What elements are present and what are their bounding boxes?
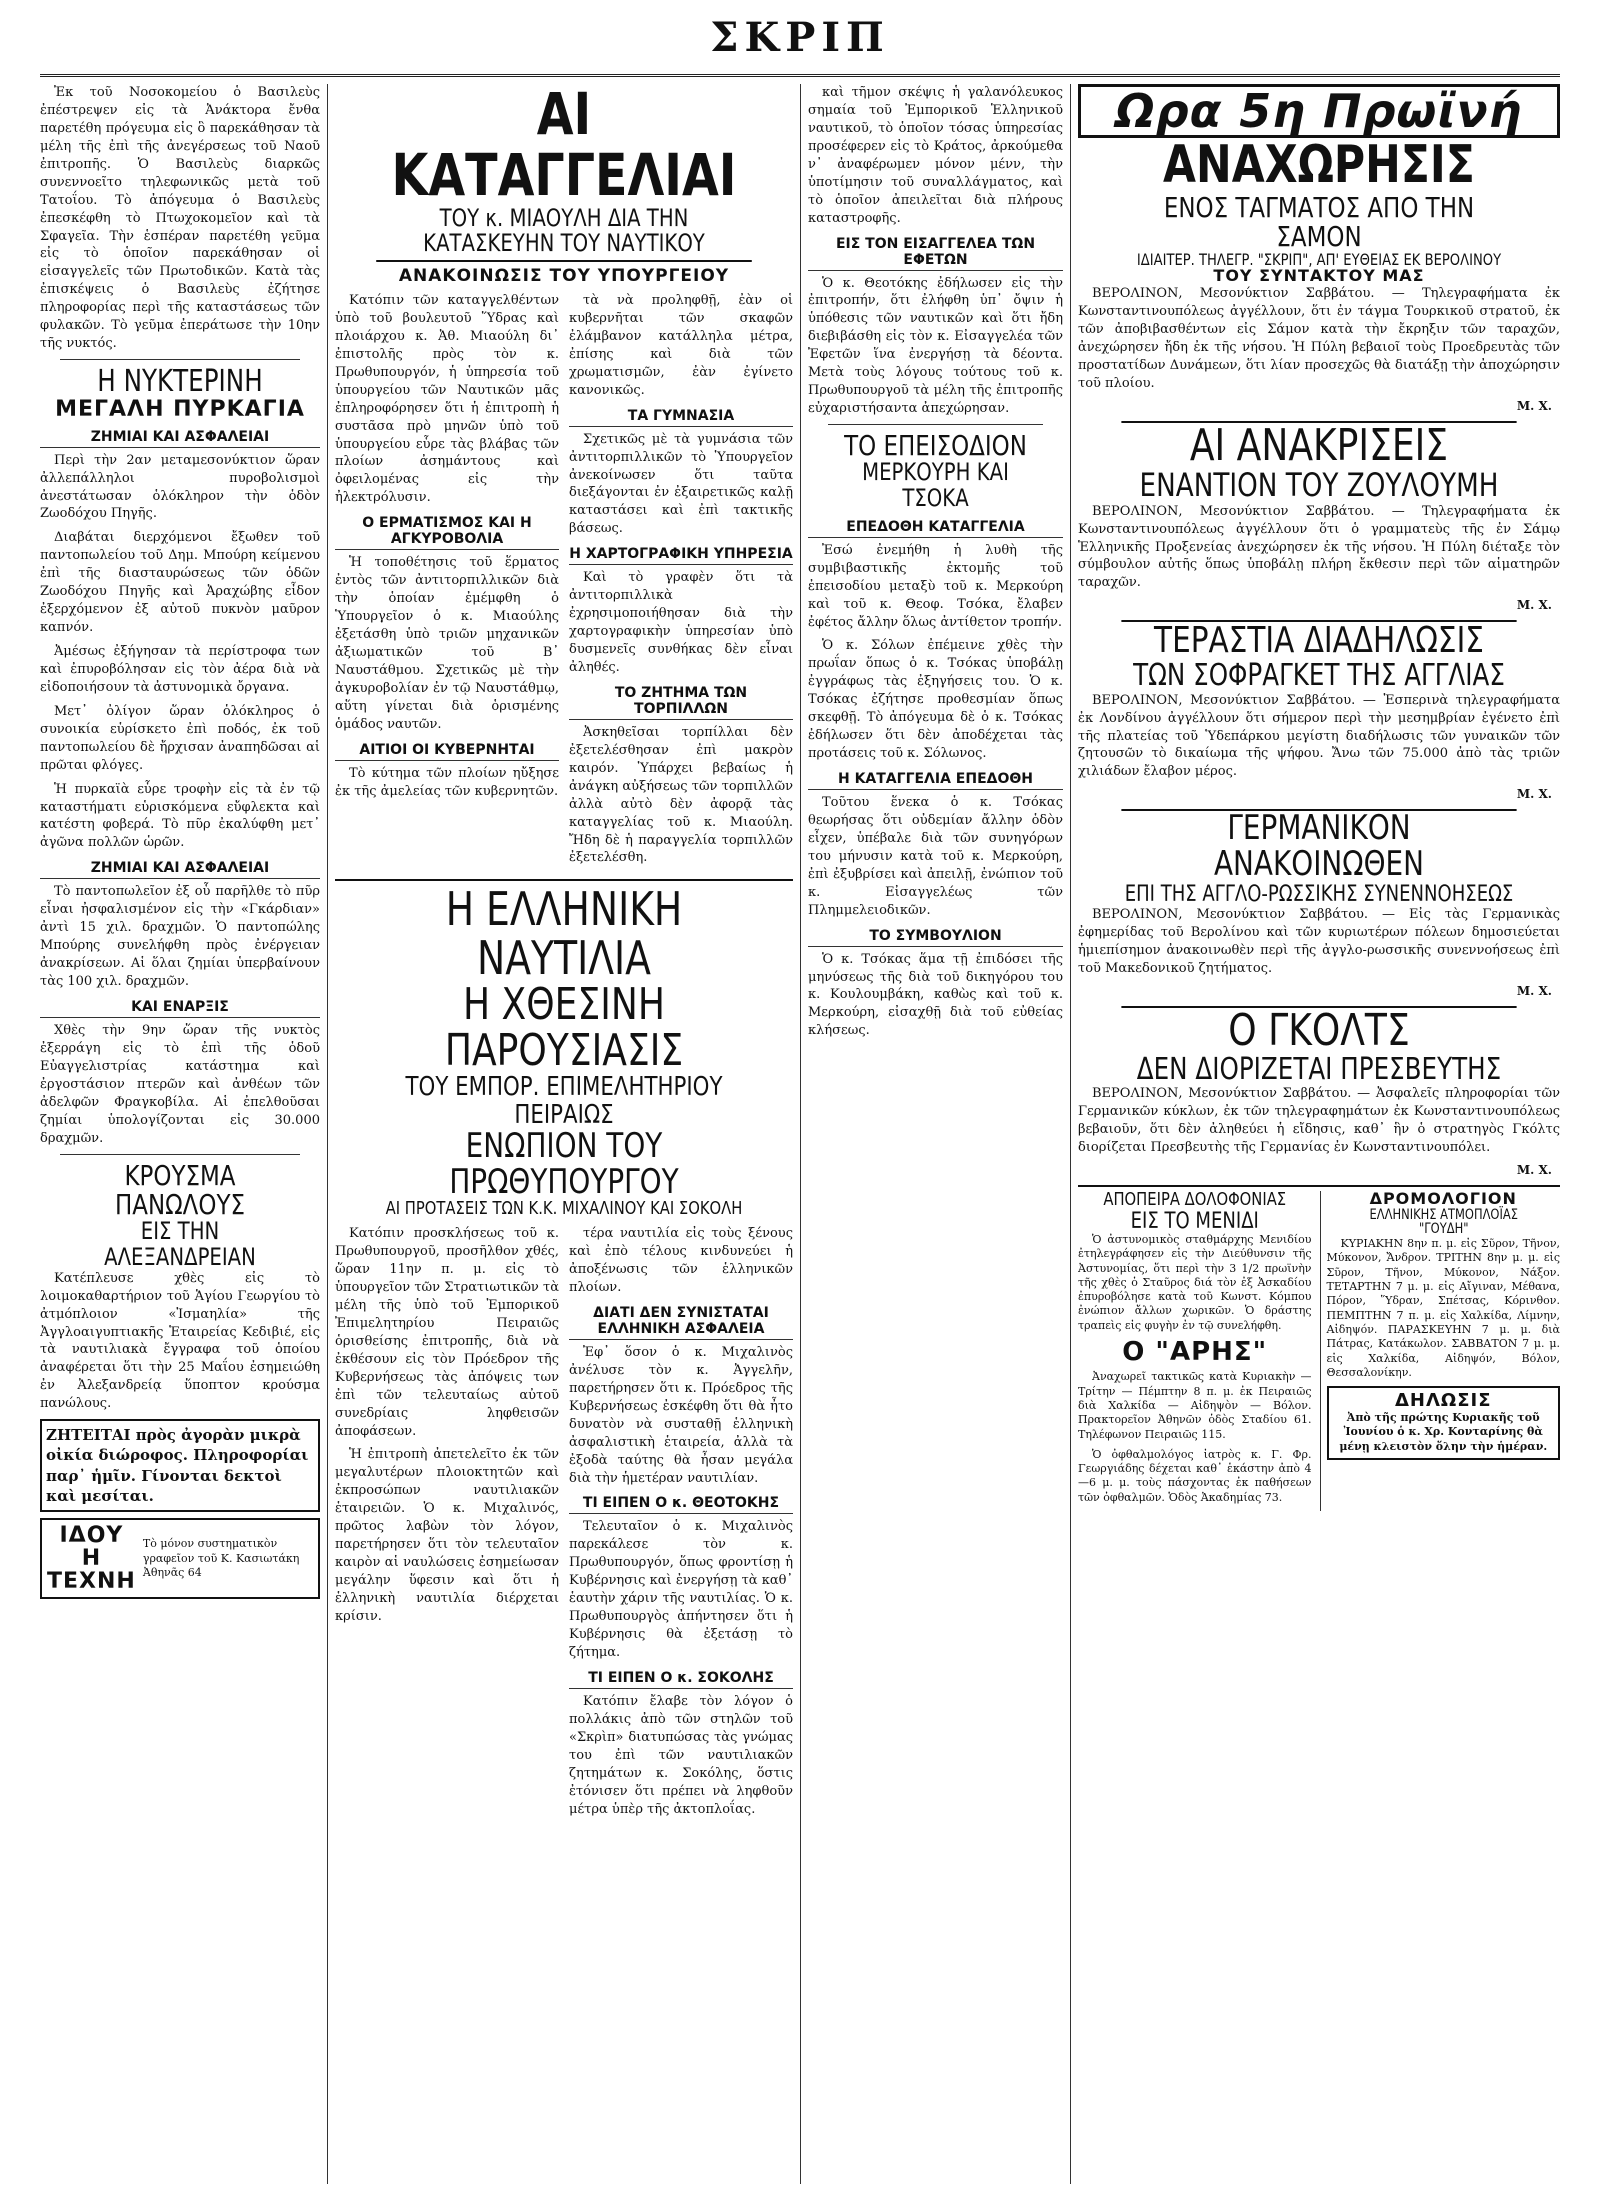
incident-title: ΤΟ ΕΠΕΙΣΟΔΙΟΝ: [844, 429, 1027, 462]
fire-paragraph: Διαβάται διερχόμενοι ἔξωθεν τοῦ παντοπωλείου τοῦ Δημ. Μπούρη κείμενου ἐπὶ τῆς διασταυρώσεως τῶν ὁδῶν Ζωοδόχου Πηγῆς καὶ Ἀραχώβης εἶδον ἐξερχόμενον ἐξ αὐτοῦ πυκνὸν μαῦρον καπνόν.: [40, 530, 320, 636]
ad-techni: [40, 1518, 320, 1599]
shipping-title-2: Η ΧΘΕΣΙΝΗ ΠΑΡΟΥΣΙΑΣΙΣ: [444, 978, 684, 1077]
article-paragraph: Τοῦτου ἕνεκα ὁ κ. Τσόκας θεωρήσας ὅτι οὐδεμίαν ἄλλην ὁδὸν εἶχεν, ὑπέβαλε διὰ τῶν συνηγόρων του μήνυσιν κατὰ τοῦ κ. Μερκούρη, ἐπὶ ἐξυβρίσει καὶ ἀπειλῇ, ἐνώπιον τοῦ κ. Εἰσαγγελέως τῶν Πλημμελειοδικῶν.: [808, 795, 1063, 918]
article-paragraph: Ἡ τοποθέτησις τοῦ ἕρματος ἐντὸς τῶν ἀντιτορπιλλικῶν διὰ τὴν ὁποίαν ἐμέμφθη ὁ Ὑπουργεῖον ὁ κ. Μιαούλης ἐξετάσθη ὑπὸ τριῶν μηχανικῶν ἀξιωματικῶν τοῦ Β᾽ Ναυστάθμου. Σχετικῶς μὲ τὴν ἀγκυροβολίαν ἐν τῷ Ναυστάθμῳ, αὕτη γίνεται διὰ ὁρισμένης ὁμάδος ναυτῶν.: [335, 555, 559, 732]
plague-subtitle: ΕΙΣ ΤΗΝ ΑΛΕΞΑΝΔΡΕΙΑΝ: [104, 1217, 256, 1271]
shipping-body: [335, 1225, 793, 1824]
column-rule: [800, 84, 801, 2184]
goltz-subtitle: ΔΕΝ ΔΙΟΡΙΖΕΤΑΙ ΠΡΕΣΒΕΥΤΗΣ: [1136, 1051, 1502, 1087]
section-heading: ΑΙΤΙΟΙ ΟΙ ΚΥΒΕΡΝΗΤΑΙ: [335, 742, 559, 761]
classifieds: [1078, 1185, 1560, 1511]
shipping-article: [335, 879, 793, 1824]
ministry-announcement: ΑΝΑΚΟΙΝΩΣΙΣ ΤΟΥ ΥΠΟΥΡΓΕΙΟΥ: [398, 266, 730, 287]
incident-subtitle: ΜΕΡΚΟΥΡΗ ΚΑΙ ΤΣΟΚΑ: [862, 458, 1009, 512]
ad-wanted-text: ΖΗΤΕΙΤΑΙ πρὸς ἀγορὰν μικρὰ οἰκία διώροφος. Πληροφορίαι παρ᾽ ἡμῖν. Γίνονται δεκτοὶ καὶ μεσίται.: [46, 1426, 309, 1505]
declaration-box: [1327, 1386, 1561, 1460]
article-paragraph: Ἐσώ ἐνεμήθη ἡ λυθὴ τῆς συμβιβαστικῆς ἐκτομῆς τοῦ ἐπεισοδίου μεταξὺ τοῦ κ. Μερκούρη καὶ τοῦ κ. Θεοφ. Τσόκα, ἔλαβεν ἐφέτος ἄλλην ὅλως ἀντίθετον τροπήν.: [808, 542, 1063, 630]
article-paragraph: Ἐφ᾽ ὅσον ὁ κ. Μιχαλινὸς ἀνέλυσε τὸν κ. Ἀγγελῆν, παρετήρησεν ὅτι κ. Πρόεδρος τῆς Κυβερνήσεως ἐσκέφθη ὅτι θὰ ἦτο δυνατὸν νὰ συσταθῇ ἑλληνικὴ ἀσφαλιστικὴ ἑταιρεία, ἀλλὰ τὰ ἐξοδὰ ταύτης θὰ ἦσαν μεγάλα διὰ τὴν ἡμετέραν ναυτιλίαν.: [569, 1344, 793, 1486]
article-paragraph: Ὁ κ. Θεοτόκης ἐδήλωσεν εἰς τὴν ἐπιτροπήν, ὅτι ἐλήφθη ὑπ᾽ ὄψιν ἡ ὑπόθεσις τῶν ναυτικῶν καὶ ὅτι ἤδη διεβιβάσθη εἰς τὸν κ. Εἰσαγγελέα τῶν Ἐφετῶν ἵνα ἐνεργήσῃ τὰ δέοντα. Μετὰ τοὺς λόγους τούτους τοῦ κ. Πρωθυπουργοῦ τὰ μέλη τῆς ἐπιτροπῆς εὐχαριστήσαντα ἀπεχώρησαν.: [808, 275, 1063, 417]
signature: Μ. Χ.: [1516, 1163, 1552, 1177]
denunciations-col-a: [335, 292, 559, 873]
article-paragraph: ΒΕΡΟΛΙΝΟΝ, Μεσονύκτιον Σαββάτου. — Τηλεγραφήματα ἐκ Κωνσταντινουπόλεως ἀγγέλλουν ὅτι ὁ γραμματεὺς τῆς ἐν Σάμῳ Ἑλληνικῆς Προξενείας ἀνεχώρησεν ἐκ τῆς νήσου. Ἡ Πύλη διέταξε τὸν σύμβουλον αὐτῆς ὅπως ὑποβάλῃ πλήρη ἔκθεσιν περὶ τῶν αἱματηρῶν ταραχῶν.: [1078, 503, 1560, 591]
article-paragraph: τὰ νὰ προληφθῇ, ἐὰν οἱ κυβερνῆται τῶν σκαφῶν ἐλάμβανον κατάλληλα μέτρα, ἐπίσης καὶ διὰ τῶν χρωματισμῶν, ἐὰν ἐγίνετο κανονικῶς.: [569, 293, 793, 398]
attempt-title: ΑΠΟΠΕΙΡΑ ΔΟΛΟΦΟΝΙΑΣ: [1103, 1189, 1287, 1210]
damages-heading: ΖΗΜΙΑΙ ΚΑΙ ΑΣΦΑΛΕΙΑΙ: [40, 860, 320, 879]
section-heading: ΤΟ ΖΗΤΗΜΑ ΤΩΝ ΤΟΡΠΙΛΛΩΝ: [569, 685, 793, 720]
shipping-title-4: ΕΝΩΠΙΟΝ ΤΟΥ ΠΡΩΘΥΠΟΥΡΓΟΥ: [449, 1125, 679, 1202]
attempt-subtitle: ΕΙΣ ΤΟ ΜΕΝΙΔΙ: [1130, 1208, 1259, 1234]
plague-text: Κατέπλευσε χθὲς εἰς τὸ λοιμοκαθαρτήριον τοῦ Ἁγίου Γεωργίου τὸ ἀτμόπλοιον «Ἰσμαηλία» τῆς Ἀγγλοαιγυπτιακῆς Ἑταιρείας Κεδιβιέ, εἰς τὰ ναυτιλιακὰ ἔγγραφα τοῦ ὁποίου ἀναφέρεται ὅτι τὴν 25 Μαΐου ἐσημειώθη ἐν Ἀλεξανδρείᾳ ὕποπτον κρούσμα πανώλους.: [40, 1270, 320, 1412]
article-paragraph: Σχετικῶς μὲ τὰ γυμνάσια τῶν ἀντιτορπιλλικῶν τὸ Ὑπουργεῖον ἀνεκοίνωσεν ὅτι ταῦτα διεξάγονται ἐν ἐξαιρετικῶς καλῇ καταστάσει καὶ ἐπὶ τακτικῆς βάσεως.: [569, 431, 793, 537]
section-heading: ΤΑ ΓΥΜΝΑΣΙΑ: [569, 408, 793, 427]
hour-heading: Ωρα 5η Πρωϊνή: [1078, 84, 1560, 138]
fire-paragraph: Ἡ πυρκαϊὰ εὗρε τροφὴν εἰς τὰ ἐν τῷ καταστήματι εὑρισκόμενα εὔφλεκτα καὶ κατέστη φοβερά. Τὸ πῦρ ἐκαλύφθη μετ᾽ ἀγῶνα πολλῶν ὡρῶν.: [40, 781, 320, 851]
ad-techni-text: Τὸ μόνον συστηματικὸν γραφεῖον τοῦ Κ. Κασιωτάκη Ἀθηνᾶς 64: [142, 1537, 300, 1579]
declaration-text: Ἀπὸ τῆς πρώτης Κυριακῆς τοῦ Ἰουνίου ὁ κ. Χρ. Κονταρίνης θὰ μένῃ κλειστὸν ὅλην τὴν ἡμέραν.: [1339, 1411, 1548, 1453]
article-paragraph: Ὁ κ. Σόλων ἐπέμεινε χθὲς τὴν πρωΐαν ὅπως ὁ κ. Τσόκας ὑποβάλῃ ἐγγράφως τὰς ἐξηγήσεις του. Ὁ κ. Τσόκας ἐζήτησε προθεσμίαν ὅπως σκεφθῇ. Τὸ ἀπόγευμα δὲ ὁ κ. Τσόκας ἐδήλωσεν ὅτι δὲν ἀποδέχεται τὰς προτάσεις τοῦ κ. Σόλωνος.: [808, 638, 1063, 762]
schedule-subtitle: ΕΛΛΗΝΙΚΗΣ ΑΤΜΟΠΛΟΪΑΣ "ΓΟΥΔΗ": [1369, 1206, 1518, 1238]
column-1: [40, 84, 320, 2184]
article-paragraph: καὶ τῆμον σκέψις ἡ γαλανόλευκος σημαία τοῦ Ἐμπορικοῦ Ἑλληνικοῦ ναυτικοῦ, τὸ ὁποῖον τόσας ὑπηρεσίας προσέφερεν εἰς τὸ Κράτος, ἀρκούμεθα ν᾽ ἀναφέρωμεν μόνον μένν, τὴν ὑποτίμησιν τοῦ συναλλάγματος, καὶ τὸ ὁποῖον ἀπειλεῖται διὰ πλήρους καταστροφῆς.: [808, 85, 1063, 226]
article-paragraph: Κατόπιν ἔλαβε τὸν λόγον ὁ πολλάκις ἀπὸ τῶν στηλῶν τοῦ «Σκρὶπ» διατυπώσας τὰς γνώμας του ἐπὶ τῶν ναυτιλιακῶν ζητημάτων κ. Σοκόλης, ὅστις ἐτόνισεν ὅτι πρέπει νὰ ληφθοῦν μέτρα ὑπὲρ τῆς ἀκτοπλοΐας.: [569, 1693, 793, 1817]
section-heading: Η ΚΑΤΑΓΓΕΛΙΑ ΕΠΕΔΟΘΗ: [808, 771, 1063, 790]
masthead-rule: [40, 74, 1560, 77]
article-paragraph: Ἀσκηθεῖσαι τορπίλλαι δὲν ἐξετελέσθησαν ἐπὶ μακρὸν καιρόν. Ὑπάρχει βεβαίως ἡ ἀνάγκη αὐξήσεως τῶν τορπιλλῶν ἀλλὰ αὐτὸ δὲν ἀφορᾷ τὰς καταγγελίας τοῦ κ. Μιαούλη. Ἤδη δὲ ἡ παραγγελία τορπιλλῶν ἐξετελέσθη.: [569, 724, 793, 866]
departure-title: ΑΝΑΧΩΡΗΣΙΣ: [1163, 135, 1475, 196]
inquiries-title: ΑΙ ΑΝΑΚΡΙΣΕΙΣ: [1121, 421, 1516, 469]
ad-techni-title: ΙΔΟΥ Η ΤΕΧΝΗ: [47, 1523, 136, 1595]
aris-ad-title: Ο "ΑΡΗΣ": [1122, 1337, 1268, 1368]
signature: Μ. Χ.: [1516, 598, 1552, 613]
demonstration-title: ΤΕΡΑΣΤΙΑ ΔΙΑΔΗΛΩΣΙΣ: [1121, 620, 1516, 660]
column-2: [335, 84, 793, 2184]
enarxis-text: Χθὲς τὴν 9ην ὥραν τῆς νυκτὸς ἐξερράγη εἰς τὸ ἐπὶ τῆς ὁδοῦ Εὐαγγελιστρίας κατάστημα καὶ ἐργοστάσιον πτερῶν καὶ ἀνθέων τῶν ἀδελφῶν Φραγκοβίλα. Αἱ ἐπελθοῦσαι ζημίαι ὑπολογίζονται εἰς 30.000 δραχμῶν.: [40, 1022, 320, 1146]
denunciations-body: [335, 292, 793, 873]
fire-title: Η ΝΥΚΤΕΡΙΝΗ: [97, 364, 263, 400]
section-heading: ΤΙ ΕΙΠΕΝ Ο κ. ΘΕΟΤΟΚΗΣ: [569, 1495, 793, 1514]
denunciations-subtitle: ΤΟΥ κ. ΜΙΑΟΥΛΗ ΔΙΑ ΤΗΝ ΚΑΤΑΣΚΕΥΗΝ ΤΟΥ ΝΑΥΤΙΚΟΥ: [376, 206, 752, 262]
ad-wanted: [40, 1419, 320, 1512]
german-title: ΓΕΡΜΑΝΙΚΟΝ ΑΝΑΚΟΙΝΩΘΕΝ: [1121, 809, 1516, 882]
fire-subtitle: ΜΕΓΑΛΗ ΠΥΡΚΑΓΙΑ: [55, 396, 305, 422]
classifieds-left: [1078, 1191, 1312, 1511]
attempt-text: Ὁ ἀστυνομικὸς σταθμάρχης Μενιδίου ἐτηλεγράφησεν εἰς τὴν Διεύθυνσιν τῆς Ἀστυνομίας, ὅτι περὶ τὴν 3 1/2 πρωϊνὴν τῆς χθὲς ὁ Σταῦρος διά τὸν ἐξ Ἀσκαδίου ἐπυροβόλησε κατὰ τοῦ Κωνστ. Κόμπου ἐνώπιον ἄλλων χωρικῶν. Ὁ δράστης τραπεὶς εἰς φυγὴν ἐν τῷ συνελήφθη.: [1078, 1232, 1312, 1332]
schedule-title: ΔΡΟΜΟΛΟΓΙΟΝ: [1369, 1189, 1517, 1208]
article-paragraph: Καὶ τὸ γραφὲν ὅτι τὰ ἀντιτορπιλλικὰ ἐχρησιμοποιήθησαν διὰ τὴν χαρτογραφικὴν ὑπηρεσίαν ὑπὸ δυσμενεῖς συνθήκας δὲν εἶναι ἀληθές.: [569, 570, 793, 675]
section-heading: ΤΟ ΣΥΜΒΟΥΛΙΟΝ: [808, 928, 1063, 947]
article-paragraph: τέρα ναυτιλία εἰς τοὺς ξένους καὶ ἐπὸ τέλους κινδυνεύει ἡ ἀποξένωσις τῶν ἑλληνικῶν πλοίων.: [569, 1226, 793, 1296]
newspaper-name: ΣΚΡΙΠ: [710, 14, 890, 61]
signature: Μ. Χ.: [1516, 983, 1552, 998]
signature: Μ. Χ.: [1516, 787, 1552, 802]
shipping-col-b: [569, 1225, 793, 1824]
inquiries-subtitle: ΕΝΑΝΤΙΟΝ ΤΟΥ ΖΟΥΛΟΥΜΗ: [1139, 466, 1499, 505]
correspondent-line: ΤΟΥ ΣΥΝΤΑΚΤΟΥ ΜΑΣ: [1213, 266, 1425, 286]
article-paragraph: Ἡ ἐπιτροπὴ ἀπετελεῖτο ἐκ τῶν μεγαλυτέρων πλοιοκτητῶν καὶ ἐκπροσώπων ναυτιλιακῶν ἑταιρειῶν. Ὁ κ. Μιχαλινός, πρῶτος λαβὼν τὸν λόγον, παρετήρησεν ὅτι τὸν τελευταῖον καιρὸν αἱ ναυλώσεις ἐσημείωσαν μεγάλην ὕφεσιν καὶ ὅτι ἡ ἑλληνικὴ ναυτιλία διέρχεται κρίσιν.: [335, 1447, 559, 1624]
article-paragraph: Κατόπιν προσκλήσεως τοῦ κ. Πρωθυπουργοῦ, προσῆλθον χθές, ὥραν 11ην π. μ. εἰς τὸ ὑπουργεῖον τῶν Στρατιωτικῶν τὰ μέλη τῆς ὑπὸ τοῦ Ἐμπορικοῦ Ἐπιμελητηρίου Πειραιῶς ὁρισθείσης ἐπιτροπῆς, διὰ νὰ ἐκθέσουν εἰς τὸν Πρόεδρον τῆς Κυβερνήσεως τὰς ἀπόψεις των ἐπὶ τῶν τελευταίως αὐτοῦ συνεδρίαις ληφθεισῶν ἀποφάσεων.: [335, 1226, 559, 1439]
column-4: [1078, 84, 1560, 2184]
article-paragraph: Ὁ κ. Τσόκας ἅμα τῇ ἐπιδόσει τῆς μηνύσεως τῆς διὰ τοῦ δικηγόρου του κ. Κουλουμβάκη, καθὼς καὶ τοῦ κ. Μερκούρη, εἰσαχθῇ διὰ τοῦ εὐθείας κλήσεως.: [808, 951, 1063, 1039]
section-heading: ΤΙ ΕΙΠΕΝ Ο κ. ΣΟΚΟΛΗΣ: [569, 1670, 793, 1689]
incident-heading: ΕΠΕΔΟΘΗ ΚΑΤΑΓΓΕΛΙΑ: [808, 519, 1063, 538]
goltz-title: Ο ΓΚΟΛΤΣ: [1121, 1006, 1516, 1054]
aris-ad-text: Ἀναχωρεῖ τακτικῶς κατὰ Κυριακὴν — Τρίτην — Πέμπτην 8 π. μ. ἐκ Πειραιῶς διὰ Χαλκίδα — Αἰδηψὸν — Βόλον. Πρακτορεῖον Ἀθηνῶν ὁδὸς Σταδίου 61. Τηλέφωνον Πειραιῶς 115.: [1078, 1370, 1312, 1441]
fire-paragraph: Μετ᾽ ὀλίγον ὥραν ὁλόκληρος ὁ συνοικία εὑρίσκετο ἐπὶ ποδός, ἐκ τοῦ παντοπωλείου δὲ ἤρχισαν ἀναπηδῶσαι αἱ πρῶται φλόγες.: [40, 703, 320, 773]
article-paragraph: ΒΕΡΟΛΙΝΟΝ, Μεσονύκτιον Σαββάτου. — Ἀσφαλεῖς πληροφορίαι τῶν Γερμανικῶν κύκλων, ἐκ τῶν τηλεγραφημάτων ἐκ Κωνσταντινουπόλεως βεβαιοῦν, ὅτι δὲν ἀληθεύει ἡ εἴδησις, καθ᾽ ἣν ὁ στρατηγὸς Γκόλτς διορίζεται Πρεσβευτὴς τῆς Γερμανίας ἐν Κωνσταντινουπόλει.: [1078, 1086, 1560, 1156]
column-rule: [1070, 84, 1071, 2184]
article-paragraph: ΒΕΡΟΛΙΝΟΝ, Μεσονύκτιον Σαββάτου. — Ἐσπερινὰ τηλεγραφήματα ἐκ Λονδίνου ἀγγέλλουν ὅτι σήμερον περὶ τὴν μεσημβρίαν ἐγένετο ἐπὶ τῆς πλατείας τοῦ Ὑδεπάρκου μεγίστη διαδήλωσις τῶν γυναικῶν τῶν ζητουσῶν τὸ δικαίωμα τῆς ψήφου. Ἄνω τῶν 75.000 ἀπὸ τὰς τριῶν χιλιάδων ἔλαβον μέρος.: [1078, 692, 1560, 780]
column-rule: [327, 84, 328, 2184]
damages-text: Τὸ παντοπωλεῖον ἐξ οὗ παρῆλθε τὸ πῦρ εἶναι ἠσφαλισμένον εἰς τὴν «Γκάρδιαν» ἀντὶ 15 χιλ. δραχμῶν. Ὁ παντοπώλης Μπούρης συνελήφθη πρὸς ἐνέργειαν ἀνακρίσεων. Αἱ ὅλαι ζημίαι ὑπερβαίνουν τὰς 100 χιλ. δραχμῶν.: [40, 884, 320, 990]
schedule-text: ΚΥΡΙΑΚΗΝ 8ην π. μ. εἰς Σῦρον, Τῆνον, Μύκονον, Ἄνδρον. ΤΡΙΤΗΝ 8ην μ. μ. εἰς Σῦρον, Τῆνον, Μύκονον, Νάξον. ΤΕΤΑΡΤΗΝ 7 μ. μ. εἰς Αἴγιναν, Μέθανα, Πόρον, Ὕδραν, Σπέτσας, Κόρινθον. ΠΕΜΠΤΗΝ 7 π. μ. εἰς Χαλκίδα, Λίμνην, Αἰδηψόν. ΠΑΡΑΣΚΕΥΗΝ 7 μ. μ. διὰ Πάτρας, Κατάκωλον. ΣΑΒΒΑΤΟΝ 7 μ. μ. εἰς Χαλκίδα, Αἰδηψόν, Βόλον, Θεσσαλονίκην.: [1326, 1237, 1560, 1379]
denunciations-col-b: [569, 292, 793, 873]
shipping-title: Η ΕΛΛΗΝΙΚΗ ΝΑΥΤΙΛΙΑ: [445, 882, 683, 985]
shipping-title-5: ΑΙ ΠΡΟΤΑΣΕΙΣ ΤΩΝ Κ.Κ. ΜΙΧΑΛΙΝΟΥ ΚΑΙ ΣΟΚΟΛΗ: [385, 1198, 743, 1220]
article-paragraph: Κατόπιν τῶν καταγγελθέντων ὑπὸ τοῦ βουλευτοῦ Ὕδρας καὶ πλοιάρχου κ. Ἀθ. Μιαούλη δι᾽ ἐπιστολῆς πρὸς τὸν κ. Πρωθυπουργόν, ἡ ὑπηρεσία τοῦ ὑπουργείου τῶν Ναυτικῶν μᾶς ἐπληροφόρησεν ὅτι ἡ ἐπιτροπὴ ἡ συστᾶσα πρὸ μηνῶν ὑπὸ τοῦ ὑπουργείου εὗρε τὰς βλάβας τῶν πλοίων ἀσημάντους καὶ ὀφειλομένας εἰς τὴν ἠλεκτρόλυσιν.: [335, 293, 559, 506]
telegram-source: ΙΔΙΑΙΤΕΡ. ΤΗΛΕΓΡ. "ΣΚΡΙΠ", ΑΠ' ΕΥΘΕΙΑΣ ΕΚ ΒΕΡΟΛΙΝΟΥ: [1136, 249, 1502, 269]
denunciations-title: ΑΙ ΚΑΤΑΓΓΕΛΙΑΙ: [391, 84, 737, 209]
signature: Μ. Χ.: [1516, 398, 1552, 413]
declaration-title: ΔΗΛΩΣΙΣ: [1394, 1390, 1492, 1412]
doctor-ad-text: Ὁ ὀφθαλμολόγος ἰατρὸς κ. Γ. Φρ. Γεωργιάδης δέχεται καθ᾽ ἑκάστην ἀπὸ 4—6 μ. μ. τοὺς πάσχοντας ἐκ παθήσεων τῶν ὀφθαλμῶν. Ὁδὸς Ἀκαδημίας 73.: [1078, 1447, 1312, 1504]
article-paragraph: Τελευταῖον ὁ κ. Μιχαλινὸς παρεκάλεσε τὸν κ. Πρωθυπουργόν, ὅπως φροντίσῃ ἡ Κυβέρνησις καὶ ἐνεργήσῃ τὰ καθ᾽ ἑαυτὴν χάριν τῆς ναυτιλίας. Ὁ κ. Πρωθυπουργὸς ἀπήντησεν ὅτι ἡ Κυβέρνησις θὰ ἐξετάσῃ τὸ ζήτημα.: [569, 1519, 793, 1661]
article-paragraph: Τὸ κύτημα τῶν πλοίων ηὔξησε ἐκ τῆς ἀμελείας τῶν κυβερνητῶν.: [335, 765, 559, 799]
section-heading: Ο ΕΡΜΑΤΙΣΜΟΣ ΚΑΙ Η ΑΓΚΥΡΟΒΟΛΙΑ: [335, 515, 559, 550]
divider: [60, 1154, 300, 1155]
fire-paragraph: Περὶ τὴν 2αν μεταμεσονύκτιον ὥραν ἀλλεπάλληλοι πυροβολισμοὶ ἀνεστάτωσαν ὁλόκληρον τὴν ὁδὸν Ζωοδόχου Πηγῆς.: [40, 452, 320, 522]
plague-title: ΚΡΟΥΣΜΑ ΠΑΝΩΛΟΥΣ: [114, 1158, 245, 1221]
shipping-title-3: ΤΟΥ ΕΜΠΟΡ. ΕΠΙΜΕΛΗΤΗΡΙΟΥ ΠΕΙΡΑΙΩΣ: [405, 1072, 723, 1130]
king-visit-text: Ἐκ τοῦ Νοσοκομείου ὁ Βασιλεὺς ἐπέστρεψεν εἰς τὰ Ἀνάκτορα ἔνθα παρετέθη πρόγευμα εἰς ὃ παρεκάθησαν τὰ μέλη τῆς ἐπὶ τῆς ἀνεγέρσεως τοῦ Ναοῦ ἐπιτροπῆς. Ὁ Βασιλεὺς διαρκῶς συνεννοεῖτο τηλεφωνικῶς μετὰ τοῦ Τατοΐου. Τὸ ἀπόγευμα ὁ Βασιλεὺς ἐπεσκέφθη τὸ Πτωχοκομεῖον καὶ τὰ Σφαγεῖα. Τὴν ἑσπέραν παρετέθη γεῦμα εἰς τὸ ὁποῖον παρεκάθησαν οἱ εἰσαγγελεῖς τῶν Πρωτοδικῶν. Κατὰ τὰς ἐπισκέψεις ὁ Βασιλεὺς ἐζήτησε πληροφορίας περὶ τῆς καταστάσεως τῶν φυλακῶν. Τὸ γεῦμα ἐπεράτωσε τὴν 10ην τῆς νυκτός.: [40, 85, 320, 352]
section-heading: Η ΧΑΡΤΟΓΡΑΦΙΚΗ ΥΠΗΡΕΣΙΑ: [569, 546, 793, 565]
divider: [828, 424, 1043, 425]
demonstration-subtitle: ΤΩΝ ΣΟΦΡΑΓΚΕΤ ΤΗΣ ΑΓΓΛΙΑΣ: [1133, 658, 1505, 694]
section-heading: ΔΙΑΤΙ ΔΕΝ ΣΥΝΙΣΤΑΤΑΙ ΕΛΛΗΝΙΚΗ ΑΣΦΑΛΕΙΑ: [569, 1305, 793, 1340]
departure-subtitle: ΕΝΟΣ ΤΑΓΜΑΤΟΣ ΑΠΟ ΤΗΝ ΣΑΜΟΝ: [1163, 190, 1475, 254]
article-paragraph: ΒΕΡΟΛΙΝΟΝ, Μεσονύκτιον Σαββάτου. — Εἰς τὰς Γερμανικὰς ἐφημερίδας τοῦ Βερολίνου καὶ τῶν κυριωτέρων πόλεων δημοσιεύεται ἡμιεπίσημον ἀνακοινωθὲν περὶ τῆς ἀγγλο-ρωσσικῆς συνεννοήσεως ἐπὶ τοῦ Μακεδονικοῦ ζητήματος.: [1078, 906, 1560, 976]
classifieds-right: [1320, 1191, 1561, 1511]
shipping-col-a: [335, 1225, 559, 1824]
german-subtitle: ΕΠΙ ΤΗΣ ΑΓΓΛΟ-ΡΩΣΣΙΚΗΣ ΣΥΝΕΝΝΟΗΣΕΩΣ: [1124, 881, 1514, 907]
masthead: [0, 0, 1600, 80]
fire-subtitle-2: ΖΗΜΙΑΙ ΚΑΙ ΑΣΦΑΛΕΙΑΙ: [40, 429, 320, 448]
fire-paragraph: Ἀμέσως ἐξήγησαν τὰ περίστροφα των καὶ ἐπυροβόλησαν εἰς τὸν ἀέρα διὰ νὰ εἰδοποιήσουν τὰ ἀστυνομικὰ ὄργανα.: [40, 644, 320, 695]
enarxis-heading: ΚΑΙ ΕΝΑΡΞΙΣ: [40, 999, 320, 1018]
section-heading: ΕΙΣ ΤΟΝ ΕΙΣΑΓΓΕΛΕΑ ΤΩΝ ΕΦΕΤΩΝ: [808, 236, 1063, 271]
article-paragraph: ΒΕΡΟΛΙΝΟΝ, Μεσονύκτιον Σαββάτου. — Τηλεγραφήματα ἐκ Κωνσταντινουπόλεως ἀγγέλλουν, ὅτι ἐν τάγμα Τουρκικοῦ στρατοῦ, ἐκ τῶν ἀποβιβασθέντων εἰς Σάμον κατὰ τὴν ἔκρηξιν τῶν ταραχῶν, ἀνεχώρησεν ἤδη ἐκ τῆς νήσου. Ἡ Πύλη βεβαιοῖ τοὺς Προεδρευτὰς τῶν προστατίδων Δυνάμεων, ὅτι λίαν προσεχῶς θὰ διατάξῃ τὴν ἀποχώρησιν τοῦ πλοίου.: [1078, 286, 1560, 391]
column-3: [808, 84, 1063, 2184]
divider: [60, 359, 300, 360]
